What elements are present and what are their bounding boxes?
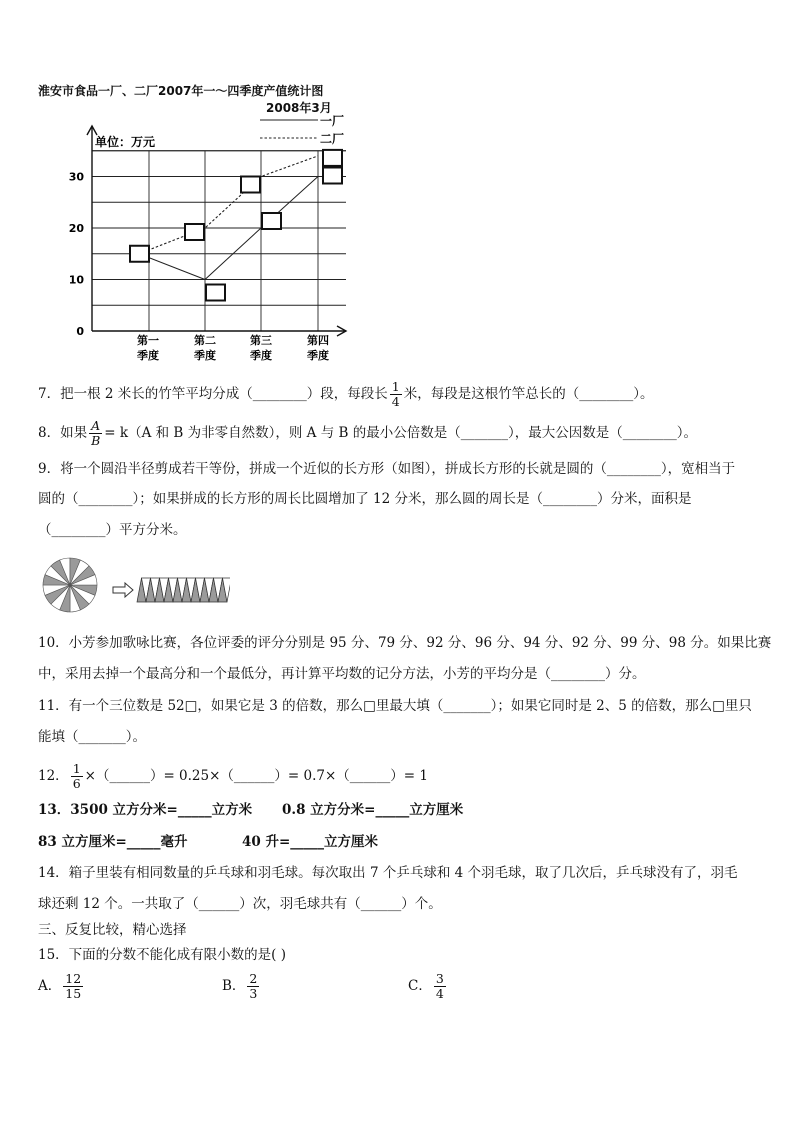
q12-frac-num: 1 xyxy=(72,761,81,776)
x-tick-label: 季度 xyxy=(307,349,329,362)
option-b-den: 3 xyxy=(249,986,258,1001)
option-b-fraction xyxy=(247,972,259,1001)
q12-frac-den: 6 xyxy=(72,776,81,791)
x-tick-label: 季度 xyxy=(250,349,272,362)
chart-answer-boxes xyxy=(130,150,342,301)
y-tick-label: 30 xyxy=(68,170,84,184)
data-point-box xyxy=(130,246,149,262)
line-chart xyxy=(0,0,794,380)
approx-rectangle xyxy=(137,578,230,602)
q12-text-b: ×（______）= 0.25×（______）= 0.7×（______）= 1 xyxy=(84,768,429,784)
y-tick-label: 0 xyxy=(76,325,84,338)
q12-text-a: 12． xyxy=(38,768,69,784)
option-a-fraction xyxy=(63,972,83,1001)
question-11-line-1: 11．有一个三位数是 52□，如果它是 3 的倍数，那么□里最大填（_______）；如果它同时是 2、5 的倍数，那么□里只 xyxy=(38,698,752,714)
q7-frac-den: 4 xyxy=(391,394,400,409)
option-c-den: 4 xyxy=(435,986,444,1001)
data-point-box xyxy=(241,177,260,193)
question-14-line-2: 球还剩 12 个。一共取了（______）次，羽毛球共有（______）个。 xyxy=(38,896,442,912)
data-point-box xyxy=(206,285,225,301)
q12-fraction xyxy=(71,762,83,791)
chart-series xyxy=(139,156,318,280)
question-7 xyxy=(38,380,653,409)
chart-subtitle: 2008年3月 xyxy=(266,101,332,115)
option-c-label: C． xyxy=(408,978,432,994)
option-a[interactable] xyxy=(38,972,85,1001)
q8-text-a: 8．如果 xyxy=(38,425,88,441)
data-point-box xyxy=(323,168,342,184)
q8-text-b: = k（A 和 B 为非零自然数），则 A 与 B 的最小公倍数是（_______），最大公因数是（________）。 xyxy=(104,425,697,441)
x-tick-label: 第四 xyxy=(307,334,329,347)
question-13-a1: 13．3500 立方分米=_____立方米 xyxy=(38,802,253,818)
q7-text-b: 米，每段是这根竹竿总长的（________）。 xyxy=(403,386,654,402)
option-b-label: B． xyxy=(222,978,246,994)
question-11-line-2: 能填（_______）。 xyxy=(38,729,146,745)
chart-title: 淮安市食品一厂、二厂2007年一～四季度产值统计图 xyxy=(38,84,324,98)
q8-fraction xyxy=(89,419,102,448)
q7-fraction xyxy=(390,380,402,409)
question-9-line-2: 圆的（________）；如果拼成的长方形的周长比圆增加了 12 分米，那么圆的周长是（________）分米，面积是 xyxy=(38,491,692,507)
question-12 xyxy=(38,762,428,791)
option-c-fraction xyxy=(434,972,446,1001)
chart-labels xyxy=(69,134,329,362)
series-line-二厂 xyxy=(139,156,318,254)
chart-legend xyxy=(260,114,344,146)
question-13-b1: 83 立方厘米=_____毫升 xyxy=(38,834,188,850)
legend-label: 二厂 xyxy=(320,132,345,146)
question-9-line-3: （________）平方分米。 xyxy=(38,522,187,538)
section-3-heading: 三、反复比较，精心选择 xyxy=(38,922,187,938)
x-tick-label: 季度 xyxy=(137,349,159,362)
y-tick-label: 20 xyxy=(68,222,84,235)
y-tick-label: 10 xyxy=(68,273,84,287)
data-point-box xyxy=(262,213,281,229)
data-point-box xyxy=(323,150,342,166)
chart-grid xyxy=(92,151,346,331)
q8-frac-den: B xyxy=(91,433,101,448)
question-15-stem: 15．下面的分数不能化成有限小数的是( ) xyxy=(38,947,287,963)
option-a-den: 15 xyxy=(65,986,82,1001)
question-9-line-1: 9．将一个圆沿半径剪成若干等份，拼成一个近似的长方形（如图），拼成长方形的长就是圆的（________），宽相当于 xyxy=(38,461,736,477)
question-14-line-1: 14．箱子里装有相同数量的乒乓球和羽毛球。每次取出 7 个乒乓球和 4 个羽毛球，取了几次后，乒乓球没有了，羽毛 xyxy=(38,865,738,881)
x-tick-label: 第一 xyxy=(137,334,159,347)
circle-rectangle-figure xyxy=(40,552,230,614)
unit-label: 单位：万元 xyxy=(95,135,156,149)
x-tick-label: 季度 xyxy=(194,349,216,362)
x-tick-label: 第二 xyxy=(194,334,216,347)
option-a-label: A． xyxy=(38,978,62,994)
option-b-num: 2 xyxy=(249,971,258,986)
question-13-b2: 40 升=_____立方厘米 xyxy=(242,834,379,850)
x-tick-label: 第三 xyxy=(250,334,272,347)
question-13-a2: 0.8 立方分米=_____立方厘米 xyxy=(282,802,464,818)
q8-frac-num: A xyxy=(91,418,101,433)
arrow-icon xyxy=(113,583,133,597)
sectored-circle xyxy=(43,558,97,612)
option-a-num: 12 xyxy=(65,971,82,986)
question-10-line-1: 10．小芳参加歌咏比赛，各位评委的评分分别是 95 分、79 分、92 分、96 分、94 分、92 分、99 分、98 分。如果比赛 xyxy=(38,635,772,651)
question-8 xyxy=(38,419,697,448)
legend-label: 一厂 xyxy=(320,114,345,128)
q7-frac-num: 1 xyxy=(391,379,400,394)
chart-axes xyxy=(87,126,346,336)
option-b[interactable] xyxy=(222,972,261,1001)
question-10-line-2: 中，采用去掉一个最高分和一个最低分，再计算平均数的记分方法，小芳的平均分是（________）分。 xyxy=(38,666,646,682)
q7-text-a: 7．把一根 2 米长的竹竿平均分成（________）段，每段长 xyxy=(38,386,388,402)
option-c[interactable] xyxy=(408,972,448,1001)
option-c-num: 3 xyxy=(435,971,444,986)
data-point-box xyxy=(185,224,204,240)
